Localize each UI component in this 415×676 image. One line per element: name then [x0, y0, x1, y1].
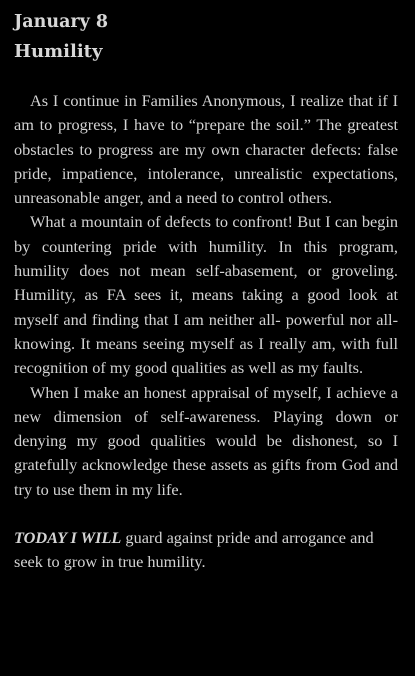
entry-date: January 8 [14, 12, 109, 32]
entry-title: Humility [14, 41, 103, 62]
entry-body [14, 89, 398, 502]
body-paragraph: When I make an honest appraisal of myself, I achieve a new dimension of self-awareness. Playing down or denying my good qualities would be dishonest, so I gratefully acknowledge these assets as gifts from God and try to use them in my life. [14, 382, 398, 499]
commitment-text: guard against pride and arrogance and seek to grow in true humility. [14, 528, 374, 572]
daily-commitment [14, 526, 398, 575]
body-paragraph: What a mountain of defects to confront! But I can begin by countering pride with humility. In this program, humility does not mean self-abasement, or groveling. Humility, as FA sees it, means taking a good look at myself and finding that I am neither all- powerful nor all-knowing. It means seeing myself as I really am, with full recognition of my good qualities as well as my faults. [14, 212, 398, 378]
commitment-label: TODAY I WILL [14, 528, 122, 548]
body-paragraph: As I continue in Families Anonymous, I realize that if I am to progress, I have to “prepare the soil.” The greatest obstacles to progress are my own character defects: false pride, impatience, intolerance, unrealistic expectations, unreasonable anger, and a need to control others. [14, 91, 398, 208]
